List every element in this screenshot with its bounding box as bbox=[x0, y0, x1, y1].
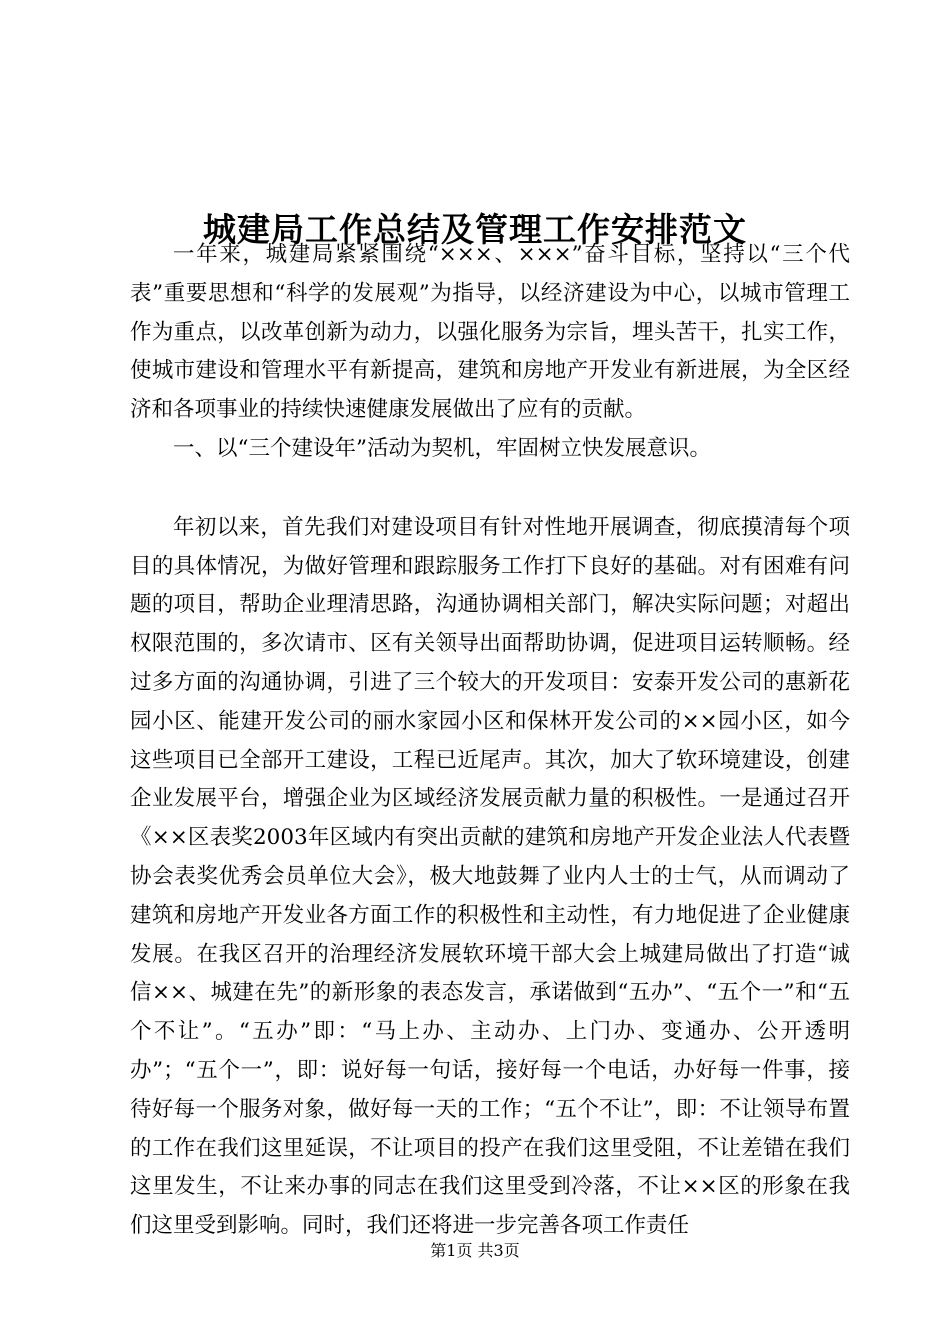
paragraph-gap bbox=[130, 469, 850, 509]
document-body bbox=[130, 236, 850, 1246]
page-footer: 第1页 共3页 bbox=[430, 1241, 520, 1260]
section-heading: 一、以“三个建设年”活动为契机，牢固树立快发展意识。 bbox=[173, 435, 711, 461]
section-body-paragraph: 年初以来，首先我们对建设项目有针对性地开展调查，彻底摸清每个项目的具体情况，为做好管理和跟踪服务工作打下良好的基础。对有困难有问题的项目，帮助企业理清思路，沟通协调相关部门，解决实际问题；对超出权限范围的，多次请市、区有关领导出面帮助协调，促进项目运转顺畅。经过多方面的沟通协调，引进了三个较大的开发项目：安泰开发公司的惠新花园小区、能建开发公司的丽水家园小区和保林开发公司的××园小区，如今这些项目已全部开工建设，工程已近尾声。其次，加大了软环境建设，创建企业发展平台，增强企业为区域经济发展贡献力量的积极性。一是通过召开《××区表奖2003年区域内有突出贡献的建筑和房地产开发企业法人代表暨协会表奖优秀会员单位大会》，极大地鼓舞了业内人士的士气，从而调动了建筑和房地产开发业各方面工作的积极性和主动性，有力地促进了企业健康发展。在我区召开的治理经济发展软环境干部大会上城建局做出了打造“诚信××、城建在先”的新形象的表态发言，承诺做到“五办”、“五个一”和“五个不让”。“五办”即：“马上办、主动办、上门办、变通办、公开透明办”；“五个一”，即：说好每一句话，接好每一个电话，办好每一件事，接待好每一个服务对象，做好每一天的工作；“五个不让”，即：不让领导布置的工作在我们这里延误，不让项目的投产在我们这里受阻，不让差错在我们这里发生，不让来办事的同志在我们这里受到冷落，不让××区的形象在我们这里受到影响。同时，我们还将进一步完善各项工作责任 bbox=[130, 514, 850, 1239]
document-title: 城建局工作总结及管理工作安排范文 bbox=[203, 210, 747, 250]
intro-paragraph: 一年来，城建局紧紧围绕“×××、×××”奋斗目标，坚持以“三个代表”重要思想和“科学的发展观”为指导，以经济建设为中心，以城市管理工作为重点，以改革创新为动力，以强化服务为宗旨，埋头苦干，扎实工作，使城市建设和管理水平有新提高，建筑和房地产开发业有新进展，为全区经济和各项事业的持续快速健康发展做出了应有的贡献。 bbox=[130, 242, 850, 423]
